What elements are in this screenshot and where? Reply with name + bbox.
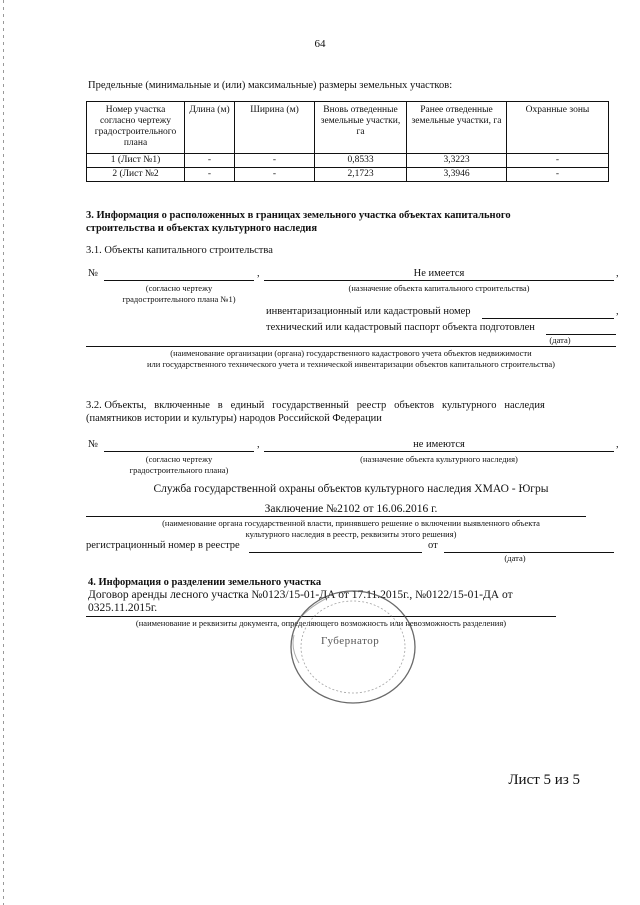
caption-object-purpose: (назначение объекта капитального строительства) (348, 283, 530, 293)
comma-separator: , (616, 439, 619, 450)
conclusion-reference: Заключение №2102 от 16.06.2016 г. (264, 503, 438, 515)
table-cell: - (235, 168, 315, 182)
organization-caption-line2: или государственного технического учета и технической инвентаризации объектов капитального строительства) (146, 359, 555, 369)
table-header: Длина (м) (185, 102, 235, 154)
section4-heading: 4. Информация о разделении земельного участка (88, 577, 322, 588)
page-number: 64 (314, 38, 326, 50)
subsection-3-1-title: 3.1. Объекты капитального строительства (86, 245, 273, 256)
inventory-number-field-line (482, 318, 614, 319)
section3-heading-line1: 3. Информация о расположенных в границах земельного участка объектах капитального (86, 210, 511, 221)
comma-separator: , (257, 439, 260, 450)
table-cell: 0,8533 (315, 154, 407, 168)
caption-drawing2-line2: градостроительного плана) (129, 465, 229, 475)
drawing-number-field-line (104, 280, 254, 281)
table-cell: - (507, 168, 609, 182)
heritage-service-name: Служба государственной охраны объектов культурного наследия ХМАО - Югры (153, 483, 549, 495)
table-cell: - (185, 154, 235, 168)
section4-text-line2: 0325.11.2015г. (88, 602, 158, 614)
table-cell: 2 (Лист №2 (87, 168, 185, 182)
comma-separator: , (257, 268, 260, 279)
registry-number-label: регистрационный номер в реестре (86, 540, 240, 551)
table-header: Ширина (м) (235, 102, 315, 154)
section3-heading-line2: строительства и объектах культурного наследия (86, 223, 318, 234)
heritage-drawing-field-line (104, 451, 254, 452)
table-cell: 2,1723 (315, 168, 407, 182)
table-header: Охранные зоны (507, 102, 609, 154)
section4-caption: (наименование и реквизиты документа, определяющего возможность или невозможность разделения) (135, 618, 507, 628)
organization-caption-line1: (наименование организации (органа) государственного кадастрового учета объектов недвижимости (170, 348, 532, 358)
intro-text: Предельные (минимальные и (или) максимальные) размеры земельных участков: (88, 80, 453, 91)
registry-date-label: от (428, 540, 438, 551)
section4-text-line1: Договор аренды лесного участка №0123/15-01-ДА от 17.11.2015г., №0122/15-01-ДА от (88, 589, 513, 601)
table-cell: 3,3223 (407, 154, 507, 168)
table-cell: - (507, 154, 609, 168)
authority-field-line (86, 516, 586, 517)
table-header-row (87, 102, 609, 154)
stamp-text: Губернатор (321, 635, 380, 647)
table-header: Номер участка согласно чертежу градостроительного плана (87, 102, 185, 154)
caption-drawing2-line1: (согласно чертежу (145, 454, 213, 464)
table-header: Вновь отведенные земельные участки, га (315, 102, 407, 154)
comma-separator: , (616, 306, 619, 317)
table-row (87, 154, 609, 168)
subsection-3-2-title-line1: 3.2. Объекты, включенные в единый государственный реестр объектов культурного наследия (86, 400, 545, 411)
official-stamp (283, 583, 423, 707)
table-row (87, 168, 609, 182)
scan-edge-mark (2, 0, 5, 905)
number-sign: № (88, 268, 99, 279)
authority-caption-line1: (наименование органа государственной власти, принявшего решение о включении выявленного объекта (162, 518, 540, 528)
date-caption: (дата) (549, 335, 571, 345)
table-cell: 3,3946 (407, 168, 507, 182)
organization-field-line (86, 346, 616, 347)
heritage-name-field-line (264, 451, 614, 452)
registry-number-field-line (249, 552, 422, 553)
caption-drawing-line1: (согласно чертежу (145, 283, 213, 293)
table-cell: - (235, 154, 315, 168)
caption-heritage-purpose: (назначение объекта культурного наследия) (360, 454, 518, 464)
plot-sizes-table (86, 101, 609, 182)
authority-caption-line2: культурного наследия в реестр, реквизиты этого решения) (245, 529, 457, 539)
caption-drawing-line2: градостроительного плана №1) (122, 294, 236, 304)
table-cell: 1 (Лист №1) (87, 154, 185, 168)
table-cell: - (185, 168, 235, 182)
heritage-name-value: не имеются (413, 439, 465, 450)
subsection-3-2-title-line2: (памятников истории и культуры) народов Российской Федерации (86, 413, 382, 424)
date-caption: (дата) (504, 553, 526, 563)
object-name-field-line (264, 280, 614, 281)
sheet-counter: Лист 5 из 5 (508, 772, 580, 788)
object-name-value: Не имеется (413, 268, 465, 279)
table-header: Ранее отведенные земельные участки, га (407, 102, 507, 154)
comma-separator: , (616, 268, 619, 279)
passport-label: технический или кадастровый паспорт объекта подготовлен (266, 322, 535, 333)
inventory-number-label: инвентаризационный или кадастровый номер (266, 306, 471, 317)
number-sign: № (88, 439, 99, 450)
